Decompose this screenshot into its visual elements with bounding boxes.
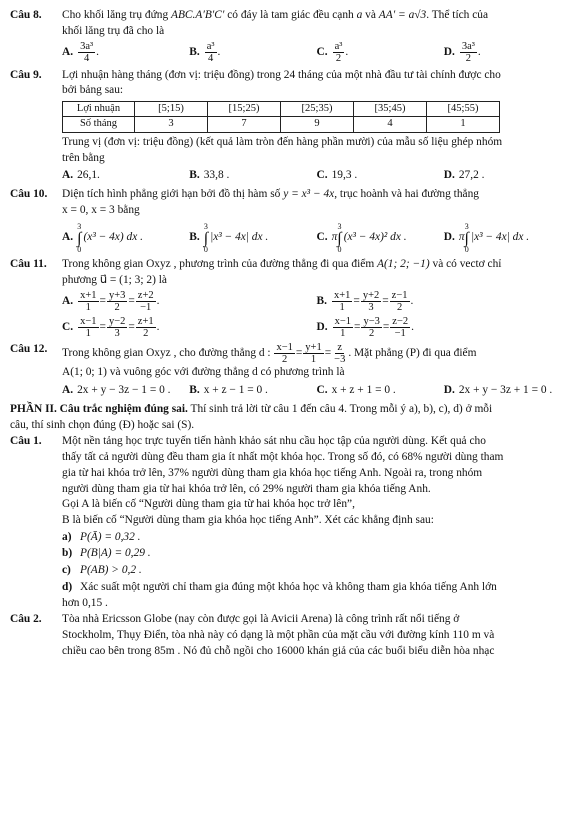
statement-a[interactable]: a) P(Ā) = 0,32 . [62,530,141,543]
table-cell: 3 [135,117,208,132]
option-d[interactable]: D. $\frac{\text{3a³}}{2}$ . [443,41,481,65]
table-row [63,117,500,132]
integral-icon: 3 ∫ 0 [203,221,209,254]
part2-question-1 [10,434,571,611]
table-cell: 9 [281,117,354,132]
option-b[interactable]: B. $\frac{\text{a³}}{4}$ . [189,41,221,65]
question-text-line4: trên bằng [62,151,105,164]
question-label: Câu 10. [10,188,48,201]
question-text-line2: x = 0, x = 3 bằng [62,203,140,216]
question-text-line2: bởi bảng sau: [62,84,124,97]
answer-options [62,223,571,254]
question-label: Câu 8. [10,9,42,21]
question-text-line3: Trung vị (đơn vị: triệu đồng) (kết quả làm tròn đến hàng phần mười) của mẫu số liệu ghép nhóm [62,135,503,148]
statement-c[interactable]: c) P(AB) > 0,2 . [62,564,142,577]
integral-icon: 3 ∫ 0 [464,221,469,254]
question-label: Câu 12. [10,343,48,356]
question-11 [10,257,571,340]
option-c[interactable]: C. π 3 ∫ 0 (x³ − 4x)² dx . [316,221,407,254]
integral-icon: 3 ∫ 0 [337,221,342,254]
option-c[interactable]: C. $\frac{\text{a³}}{2}$ . [316,41,349,65]
question-text: thấy tất cả người dùng đều tham gia ít nhất một khóa học. Trong số đó, có 68% người dùng tham [62,451,504,464]
table-header: Lợi nhuận [63,101,135,116]
option-a[interactable]: A. 3 ∫ 0 (x³ − 4x) dx . [62,221,143,254]
option-b[interactable]: B. 3 ∫ 0 |x³ − 4x| dx . [189,221,269,254]
question-10 [10,187,571,254]
question-text: Trong không gian Oxyz , phương trình của đường thẳng đi qua điểm A(1; 2; −1) và có vectơ chỉ [62,257,502,270]
part-2-header: PHẦN II. Câu trắc nghiệm đúng sai. Thí sinh trả lời từ câu 1 đến câu 4. Trong mỗi ý a), b), c), d) ở mỗi câu, thí sinh chọn đúng (Đ) hoặc sai (S). [10,402,571,433]
integral-icon: 3 ∫ 0 [77,221,82,254]
option-d[interactable]: D. $\frac{x-1}{1}$ = $\frac{y-3}{2}$ = $\frac{z-2}{-1}$ . [316,316,414,340]
option-a[interactable]: A. 26,1. [62,169,100,182]
table-cell: [5;15) [135,101,208,116]
table-cell: 4 [354,117,427,132]
question-text: chiều cao bên trong 85m . Nó đủ chỗ ngồi cho 16000 khán giả của các buổi biểu diễn hòa nhạc [62,644,495,657]
table-cell: 7 [208,117,281,132]
question-label: Câu 1. [10,435,42,448]
option-a[interactable]: A. $\frac{x+1}{1}$ = $\frac{y+3}{2}$ = $\frac{z+2}{-1}$ . [62,290,160,314]
option-a[interactable]: A. 2x + y − 3z − 1 = 0 . [62,384,171,397]
table-cell: 1 [427,117,500,132]
table-cell: [25;35) [281,101,354,116]
option-a[interactable]: A. $\frac{\text{3a³}}{4}$ . [62,41,99,65]
question-text: người dùng tham gia từ hai khóa trở lên, có 29% người tham gia khóa tiếng Anh. [62,482,431,495]
question-text: Stockholm, Thụy Điển, tòa nhà này có dạng là một phần của mặt cầu với đường kính 110 m và [62,629,495,642]
answer-options [62,168,571,184]
option-d[interactable]: D. 27,2 . [443,169,485,182]
question-label: Câu 9. [10,68,42,81]
option-d[interactable]: D. 2x + y − 3z + 1 = 0 . [443,384,553,397]
option-b[interactable]: B. $\frac{x+1}{1}$ = $\frac{y+2}{3}$ = $\frac{z-1}{2}$ . [316,290,414,314]
answer-options-row2 [62,316,571,339]
question-text: B là biến cố “Người dùng tham gia khóa học tiếng Anh”. Xét các khẳng định sau: [62,513,434,526]
part-2-title: PHẦN II. Câu trắc nghiệm đúng sai. [10,402,188,415]
part2-question-2 [10,612,571,659]
option-c[interactable]: C. x + z + 1 = 0 . [316,384,396,397]
question-text-line2: A(1; 0; 1) và vuông góc với đường thẳng d có phương trình là [62,366,345,379]
table-header: Số tháng [63,117,135,132]
question-text: gia từ hai khóa trở lên, 37% người dùng tham gia khóa học tiếng Anh. Ngoài ra, trong nhóm [62,466,483,479]
answer-options [62,41,571,64]
question-label: Câu 2. [10,613,42,626]
table-cell: [35;45) [354,101,427,116]
part-2-instructions: câu, thí sinh chọn đúng (Đ) hoặc sai (S). [10,418,195,431]
option-b[interactable]: B. x + z − 1 = 0 . [189,384,268,397]
question-text: Lợi nhuận hàng tháng (đơn vị: triệu đồng) trong 24 tháng của một nhà đầu tư tài chính được cho [62,68,501,81]
option-d[interactable]: D. π 3 ∫ 0 |x³ − 4x| dx . [443,221,530,254]
question-text: Diện tích hình phẳng giới hạn bởi đồ thị hàm số y = x³ − 4x, trục hoành và hai đường thẳng [62,188,479,201]
option-c[interactable]: C. $\frac{x-1}{1}$ = $\frac{y-2}{3}$ = $\frac{z+1}{2}$ . [62,316,160,340]
table-cell: [15;25) [208,101,281,116]
profit-table [62,101,500,133]
question-text-line2: phương u⃗ = (1; 3; 2) là [62,273,167,286]
table-row [63,101,500,116]
statement-b[interactable]: b) P(B|A) = 0,29 . [62,547,151,560]
table-cell: [45;55) [427,101,500,116]
question-text: Cho khối lăng trụ đứng ABC.A′B′C′ có đáy là tam giác đều cạnh a và AA′ = a√3. Thể tích của [62,9,489,21]
question-label: Câu 11. [10,257,47,270]
question-text-line2: khối lăng trụ đã cho là [62,24,165,37]
answer-options-row1 [62,290,571,313]
question-9 [10,68,571,185]
answer-options [62,383,571,399]
statement-d[interactable]: d) Xác suất một người chỉ tham gia đúng một khóa học và không tham gia khóa tiếng Anh lớn hơn 0,15 . [62,580,497,609]
question-12 [10,342,571,399]
question-text: Tòa nhà Ericsson Globe (nay còn được gọi là Avicii Arena) là công trình rất nổi tiếng ở [62,613,460,626]
question-text: Một nền tảng học trực tuyến tiến hành khảo sát nhu cầu học tập của người dùng. Kết quả cho [62,435,486,448]
question-text: Trong không gian Oxyz , cho đường thẳng d : $\frac{x-1}{2}$ = $\frac{y+1}{1}$ = $\frac{z}{-3}$ . Mặt phẳng (P) đi qua điểm [62,342,477,366]
question-text: Gọi A là biến cố “Người dùng tham gia từ hai khóa học trở lên”, [62,498,355,511]
question-8 [10,8,571,65]
option-b[interactable]: B. 33,8 . [189,169,230,182]
option-c[interactable]: C. 19,3 . [316,169,358,182]
